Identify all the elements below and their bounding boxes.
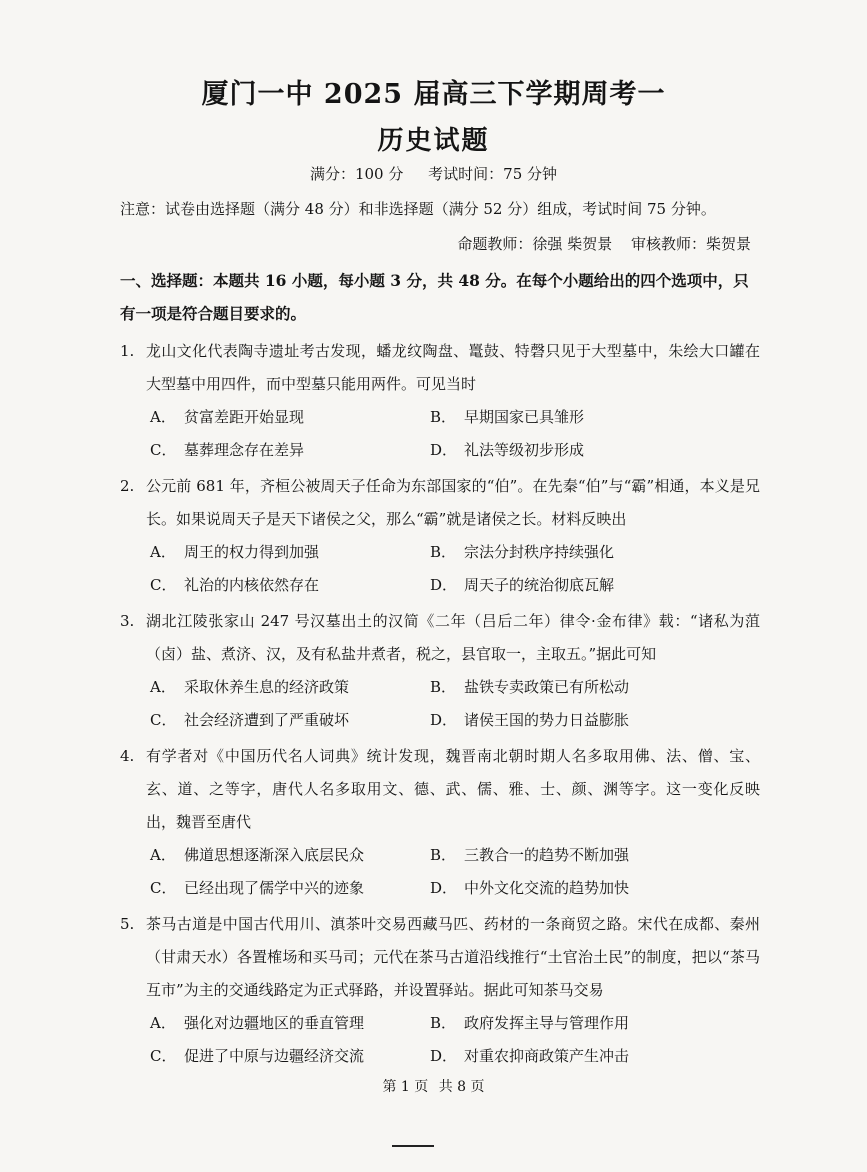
option-group	[120, 1007, 760, 1073]
reviewer-teacher: 审核教师：柴贺景	[630, 235, 751, 253]
option-d: D． 周天子的统治彻底瓦解	[430, 576, 615, 594]
option-d: D． 礼法等级初步形成	[430, 441, 585, 459]
question-stem	[120, 335, 760, 401]
question-5	[120, 908, 760, 1076]
option-group	[120, 839, 760, 905]
full-score: 满分：100 分	[309, 165, 404, 183]
option-a: A． 贫富差距开始显现	[150, 408, 305, 426]
question-number: 5.	[120, 915, 135, 933]
page-number: 第 1 页	[382, 1079, 429, 1095]
option-b: B． 宗法分封秩序持续强化	[430, 543, 615, 561]
question-number: 4.	[120, 747, 135, 765]
page-footer	[0, 1076, 867, 1096]
exam-meta	[0, 163, 867, 184]
question-number: 2.	[120, 477, 135, 495]
question-list	[120, 335, 760, 1076]
question-stem	[120, 740, 760, 839]
option-c: C． 促进了中原与边疆经济交流	[150, 1047, 365, 1065]
question-3	[120, 605, 760, 740]
exam-notice: 注意：试卷由选择题（满分 48 分）和非选择题（满分 52 分）组成，考试时间 75 分钟。	[120, 200, 716, 218]
section-heading: 一、选择题：本题共 16 小题，每小题 3 分，共 48 分。在每个小题给出的四个选项中，只有一项是符合题目要求的。	[120, 271, 749, 323]
question-text: 公元前 681 年，齐桓公被周天子任命为东部国家的“伯”。在先秦“伯”与“霸”相通，本义是兄长。如果说周天子是天下诸侯之父，那么“霸”就是诸侯之长。材料反映出	[146, 477, 760, 528]
question-1	[120, 335, 760, 470]
question-stem	[120, 605, 760, 671]
option-c: C． 社会经济遭到了严重破坏	[150, 711, 350, 729]
question-text: 龙山文化代表陶寺遗址考古发现，蟠龙纹陶盘、鼍鼓、特磬只见于大型墓中，朱绘大口罐在大型墓中用四件，而中型墓只能用两件。可见当时	[146, 342, 760, 393]
option-a: A． 周王的权力得到加强	[150, 543, 320, 561]
option-c: C． 礼治的内核依然存在	[150, 576, 320, 594]
question-text: 茶马古道是中国古代用川、滇茶叶交易西藏马匹、药材的一条商贸之路。宋代在成都、秦州（甘肃天水）各置榷场和买马司；元代在茶马古道沿线推行“土官治土民”的制度，把以“茶马互市”为主的交通线路定为正式驿路，并设置驿站。据此可知茶马交易	[146, 915, 760, 999]
page-total: 共 8 页	[438, 1079, 485, 1095]
option-a: A． 强化对边疆地区的垂直管理	[150, 1014, 365, 1032]
option-a: A． 采取休养生息的经济政策	[150, 678, 350, 696]
question-number: 3.	[120, 612, 135, 630]
option-group	[120, 401, 760, 467]
option-d: D． 诸侯王国的势力日益膨胀	[430, 711, 630, 729]
option-b: B． 早期国家已具雏形	[430, 408, 585, 426]
question-text: 有学者对《中国历代名人词典》统计发现，魏晋南北朝时期人名多取用佛、法、僧、宝、玄、道、之等字，唐代人名多取用文、德、武、儒、雅、士、颜、渊等字。这一变化反映出，魏晋至唐代	[146, 747, 760, 831]
option-a: A． 佛道思想逐渐深入底层民众	[150, 846, 365, 864]
author-teachers: 命题教师：徐强 柴贺景	[457, 235, 613, 253]
exam-subject: 历史试题	[377, 126, 490, 156]
question-number: 1.	[120, 342, 135, 360]
option-b: B． 盐铁专卖政策已有所松动	[430, 678, 630, 696]
bottom-divider	[392, 1145, 434, 1147]
question-stem	[120, 908, 760, 1007]
option-c: C． 墓葬理念存在差异	[150, 441, 305, 459]
question-4	[120, 740, 760, 908]
question-stem	[120, 470, 760, 536]
option-group	[120, 536, 760, 602]
option-group	[120, 671, 760, 737]
option-c: C． 已经出现了儒学中兴的迹象	[150, 879, 365, 897]
exam-time: 考试时间：75 分钟	[428, 165, 558, 183]
option-b: B． 三教合一的趋势不断加强	[430, 846, 630, 864]
exam-title: 厦门一中 2025 届高三下学期周考一	[201, 79, 666, 110]
teacher-credits	[443, 233, 751, 254]
question-text: 湖北江陵张家山 247 号汉墓出土的汉简《二年（吕后二年）律令·金布律》载：“诸私为菹（卤）盐、煮济、汉，及有私盐井煮者，税之，县官取一，主取五。”据此可知	[146, 612, 760, 663]
option-b: B． 政府发挥主导与管理作用	[430, 1014, 630, 1032]
option-d: D． 对重农抑商政策产生冲击	[430, 1047, 630, 1065]
option-d: D． 中外文化交流的趋势加快	[430, 879, 630, 897]
question-2	[120, 470, 760, 605]
